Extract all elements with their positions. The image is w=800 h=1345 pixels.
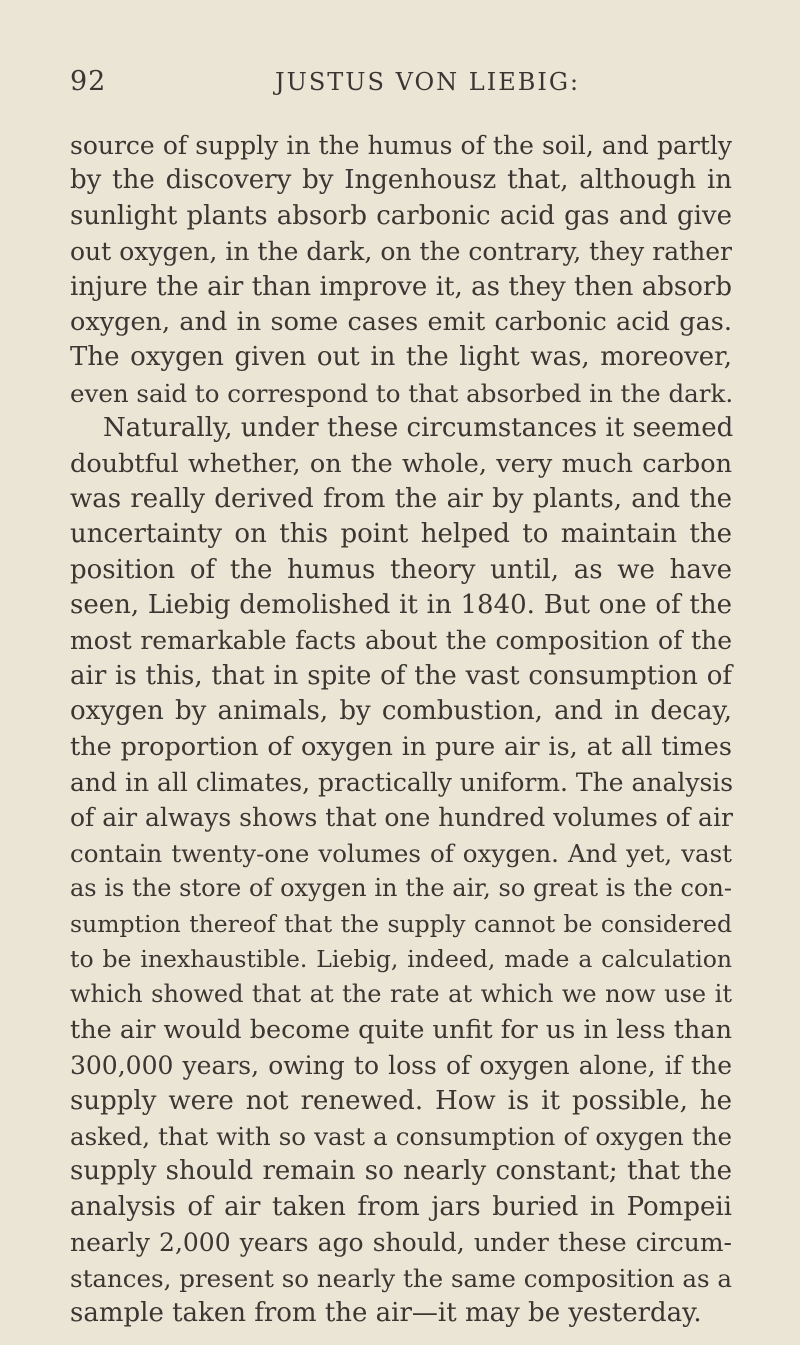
- text-line: the air would become quite unfit for us in less than: [70, 1014, 732, 1045]
- text-line: which showed that at the rate at which we now use it: [70, 980, 732, 1009]
- text-line: contain twenty-one volumes of oxygen. And yet, vast: [70, 838, 732, 868]
- text-line: position of the humus theory until, as we have: [70, 554, 732, 585]
- text-line: to be inexhaustible. Liebig, indeed, made a calculation: [70, 944, 732, 973]
- text-line: as is the store of oxygen in the air, so great is the con-: [70, 874, 732, 903]
- running-title: JUSTUS VON LIEBIG:: [275, 68, 581, 96]
- page-number: 92: [70, 66, 107, 97]
- text-line: 300,000 years, owing to loss of oxygen alone, if the: [70, 1051, 732, 1081]
- body-text: [70, 128, 732, 1331]
- text-line: and in all climates, practically uniform. The analysis: [70, 768, 734, 798]
- text-line: the proportion of oxygen in pure air is, at all times: [70, 731, 732, 762]
- text-line: doubtful whether, on the whole, very much carbon: [70, 448, 732, 479]
- text-line: by the discovery by Ingenhousz that, although in: [70, 165, 732, 196]
- text-line: seen, Liebig demolished it in 1840. But one of the: [70, 590, 732, 621]
- text-line: most remarkable facts about the composition of the: [70, 626, 732, 656]
- text-line: stances, present so nearly the same composition as a: [70, 1263, 732, 1293]
- text-line: even said to correspond to that absorbed in the dark.: [70, 378, 734, 408]
- text-line: out oxygen, in the dark, on the contrary, they rather: [70, 237, 732, 267]
- text-line: sunlight plants absorb carbonic acid gas and give: [70, 200, 732, 231]
- running-head: [70, 62, 730, 102]
- text-line: supply were not renewed. How is it possible, he: [70, 1085, 732, 1116]
- text-line: sumption thereof that the supply cannot be considered: [70, 909, 732, 938]
- text-line: air is this, that in spite of the vast consumption of: [70, 660, 732, 691]
- text-line: nearly 2,000 years ago should, under these circum-: [70, 1228, 732, 1258]
- text-line: sample taken from the air—it may be yesterday.: [70, 1297, 702, 1328]
- text-line: injure the air than improve it, as they then absorb: [70, 271, 732, 302]
- text-line: asked, that with so vast a consumption of oxygen the: [70, 1121, 732, 1151]
- text-line: analysis of air taken from jars buried in Pompeii: [70, 1191, 732, 1222]
- text-line: The oxygen given out in the light was, moreover,: [70, 342, 732, 373]
- text-line: supply should remain so nearly constant; that the: [70, 1156, 732, 1187]
- paragraph-start-line: Naturally, under these circumstances it seemed: [103, 413, 734, 444]
- text-line: uncertainty on this point helped to maintain the: [70, 519, 732, 550]
- text-line: oxygen by animals, by combustion, and in decay,: [70, 696, 732, 727]
- text-line: was really derived from the air by plants, and the: [70, 483, 732, 514]
- text-line: source of supply in the humus of the soil, and partly: [70, 131, 732, 160]
- text-line: of air always shows that one hundred volumes of air: [70, 803, 733, 833]
- text-line: oxygen, and in some cases emit carbonic acid gas.: [70, 306, 732, 337]
